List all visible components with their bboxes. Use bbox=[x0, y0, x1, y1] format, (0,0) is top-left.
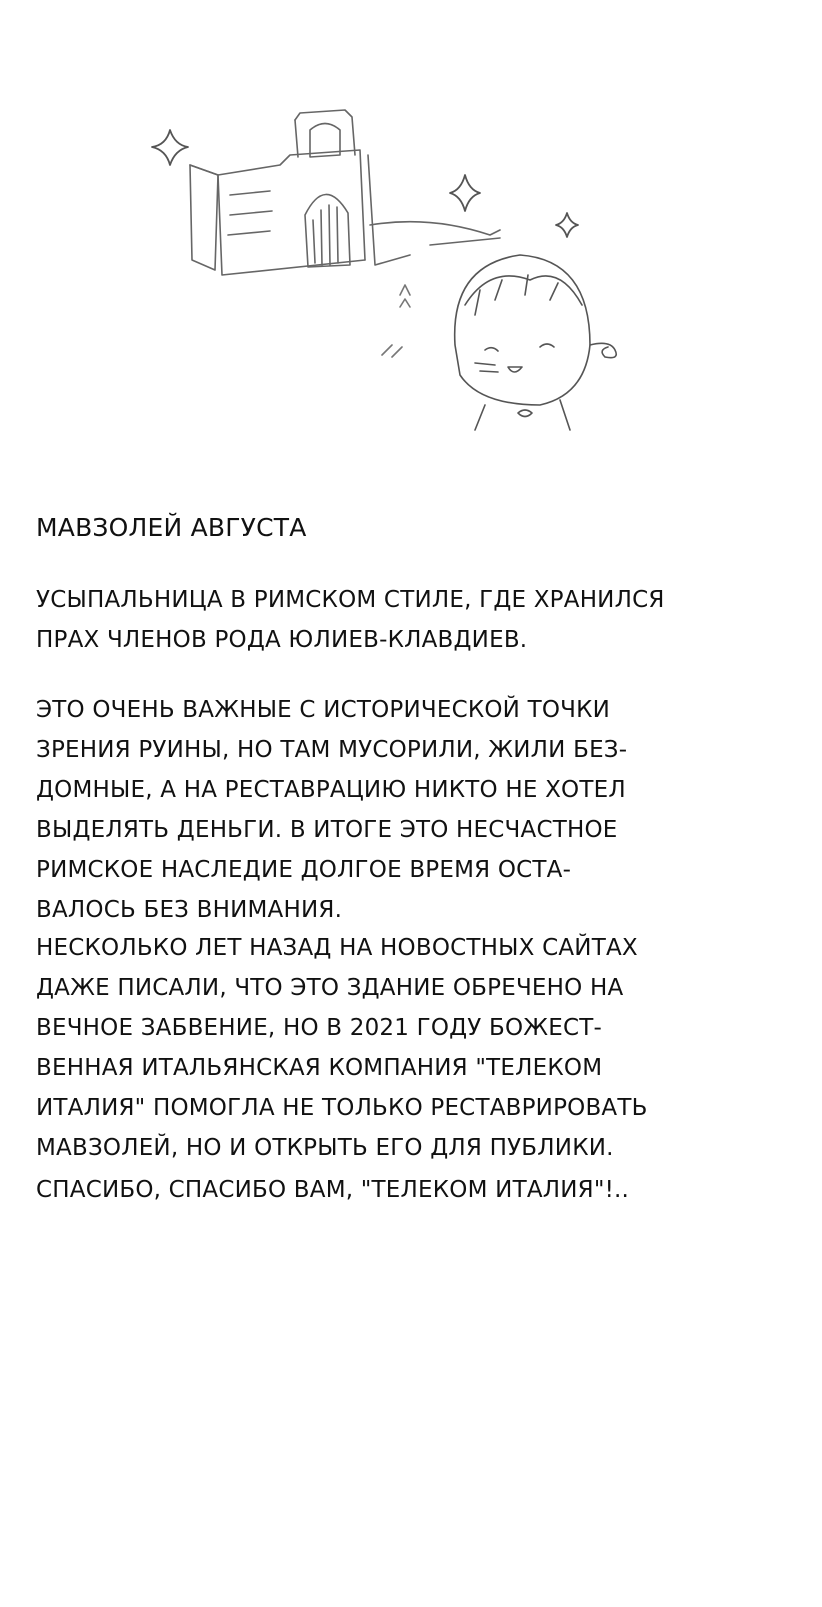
paragraph-4: СПАСИБО, СПАСИБО ВАМ, "ТЕЛЕКОМ ИТАЛИЯ"!.. bbox=[36, 1177, 630, 1203]
paragraph-2: ЭТО ОЧЕНЬ ВАЖНЫЕ С ИСТОРИЧЕСКОЙ ТОЧКИ ЗРЕНИЯ РУИНЫ, НО ТАМ МУСОРИЛИ, ЖИЛИ БЕЗ- ДОМНЫЕ, А НА РЕСТАВРАЦИЮ НИКТО НЕ ХОТЕЛ ВЫДЕЛЯТЬ ДЕНЬГИ. В ИТОГЕ ЭТО НЕСЧАСТНОЕ РИМСКОЕ НАСЛЕДИЕ ДОЛГОЕ ВРЕМЯ ОСТА- ВАЛОСЬ БЕЗ ВНИМАНИЯ. bbox=[36, 697, 628, 923]
motion-lines bbox=[382, 285, 410, 357]
chibi-character-icon bbox=[455, 255, 617, 430]
paragraph-1: УСЫПАЛЬНИЦА В РИМСКОМ СТИЛЕ, ГДЕ ХРАНИЛСЯ ПРАХ ЧЛЕНОВ РОДА ЮЛИЕВ-КЛАВДИЕВ. bbox=[36, 587, 665, 653]
mausoleum-sketch-icon bbox=[130, 95, 670, 445]
page-title: МАВЗОЛЕЙ АВГУСТА bbox=[36, 513, 307, 542]
paragraph-3: НЕСКОЛЬКО ЛЕТ НАЗАД НА НОВОСТНЫХ САЙТАХ ДАЖЕ ПИСАЛИ, ЧТО ЭТО ЗДАНИЕ ОБРЕЧЕНО НА ВЕЧНОЕ ЗАБВЕНИЕ, НО В 2021 ГОДУ БОЖЕСТ- ВЕННАЯ ИТАЛЬЯНСКАЯ КОМПАНИЯ "ТЕЛЕКОМ ИТАЛИЯ" ПОМОГЛА НЕ ТОЛЬКО РЕСТАВРИРОВАТЬ МАВЗОЛЕЙ, НО И ОТКРЫТЬ ЕГО ДЛЯ ПУБЛИКИ. bbox=[36, 935, 648, 1161]
